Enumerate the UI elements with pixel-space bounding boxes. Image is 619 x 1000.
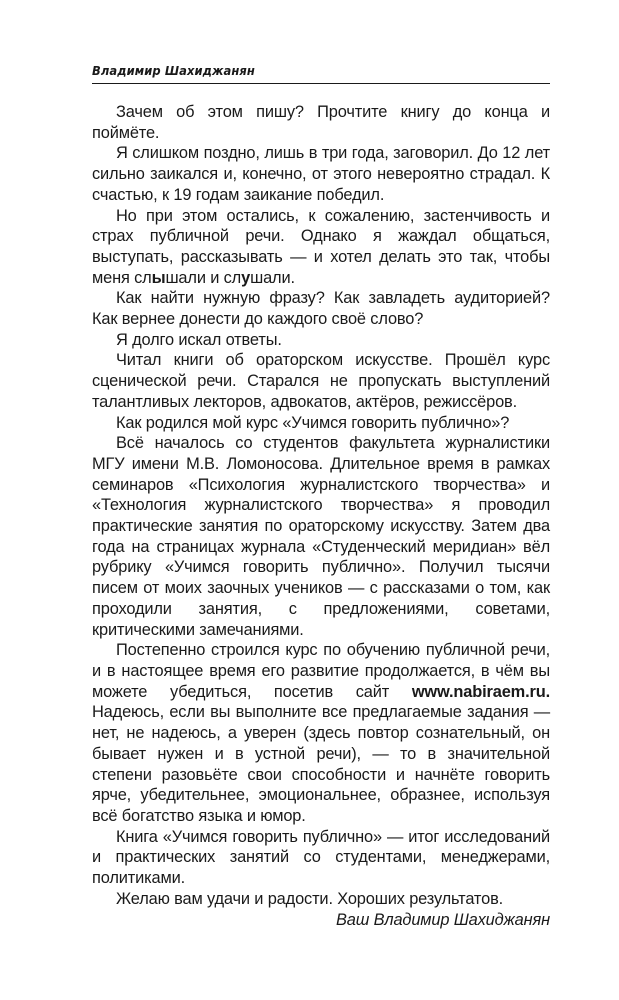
paragraph-4: Как найти нужную фразу? Как завладеть аудиторией? Как вернее донести до каждого своё слово? xyxy=(92,289,550,329)
paragraph-9-text-b: Надеюсь, если вы выполните все предлагаемые задания — нет, не надеюсь, а уверен (здесь повтор сознательный, он бывает нужен и в устной речи), — то в значительной степени разовьёте свои способности и начнёте говорить ярче, убедительнее, эмоциональнее, образнее, используя всё богатство языка и юмор. xyxy=(92,703,550,825)
paragraph-8: Всё началось со студентов факультета журналистики МГУ имени М.В. Ломоносова. Длительное время в рамках семинаров «Психология журналистского творчества» и «Технология журналистского творчества» я проводил практические занятия по ораторскому искусству. Затем два года на страницах журнала «Студенческий меридиан» вёл рубрику «Учимся говорить публично». Получил тысячи писем от моих заочных учеников — с рассказами о том, как проходили занятия, с предложениями, советами, критическими замечаниями. xyxy=(92,434,550,639)
paragraph-9 xyxy=(92,640,550,826)
paragraph-3 xyxy=(92,206,550,289)
signature: Ваш Владимир Шахиджанян xyxy=(335,911,550,930)
paragraph-2: Я слишком поздно, лишь в три года, заговорил. До 12 лет сильно заикался и, конечно, от этого невероятно страдал. К счастью, к 19 годам заикание победил. xyxy=(92,144,550,204)
website-link[interactable]: www.nabiraem.ru. xyxy=(411,682,550,701)
paragraph-6: Читал книги об ораторском искусстве. Прошёл курс сценической речи. Старался не пропускать выступлений талантливых лекторов, адвокатов, актёров, режиссёров. xyxy=(92,351,550,411)
paragraph-3-text-e: шали. xyxy=(250,268,295,287)
emphasis-letter-u: у xyxy=(241,268,251,287)
running-header-author: Владимир Шахиджанян xyxy=(92,63,255,78)
emphasis-letter-y: ы xyxy=(151,268,166,287)
page-body xyxy=(92,102,550,931)
header-rule xyxy=(92,83,550,84)
paragraph-11: Желаю вам удачи и радости. Хороших результатов. xyxy=(116,889,504,908)
paragraph-5: Я долго искал ответы. xyxy=(116,330,282,349)
paragraph-7: Как родился мой курс «Учимся говорить публично»? xyxy=(116,413,510,432)
running-header xyxy=(92,62,550,84)
paragraph-10: Книга «Учимся говорить публично» — итог исследований и практических занятий со студентами, менеджерами, политиками. xyxy=(92,827,550,888)
paragraph-9-text-a: Постепенно строился курс по обучению публичной речи, и в настоящее время его развитие продолжается, в чём вы можете убедиться, посетив сайт xyxy=(92,641,550,701)
paragraph-3-text-c: шали и сл xyxy=(165,268,242,287)
paragraph-1: Зачем об этом пишу? Прочтите книгу до конца и поймёте. xyxy=(92,103,550,142)
paragraph-3-text-a: Но при этом остались, к сожалению, застенчивость и страх публичной речи. Однако я жаждал общаться, выступать, рассказывать — и хотел делать это так, чтобы меня сл xyxy=(92,206,550,287)
